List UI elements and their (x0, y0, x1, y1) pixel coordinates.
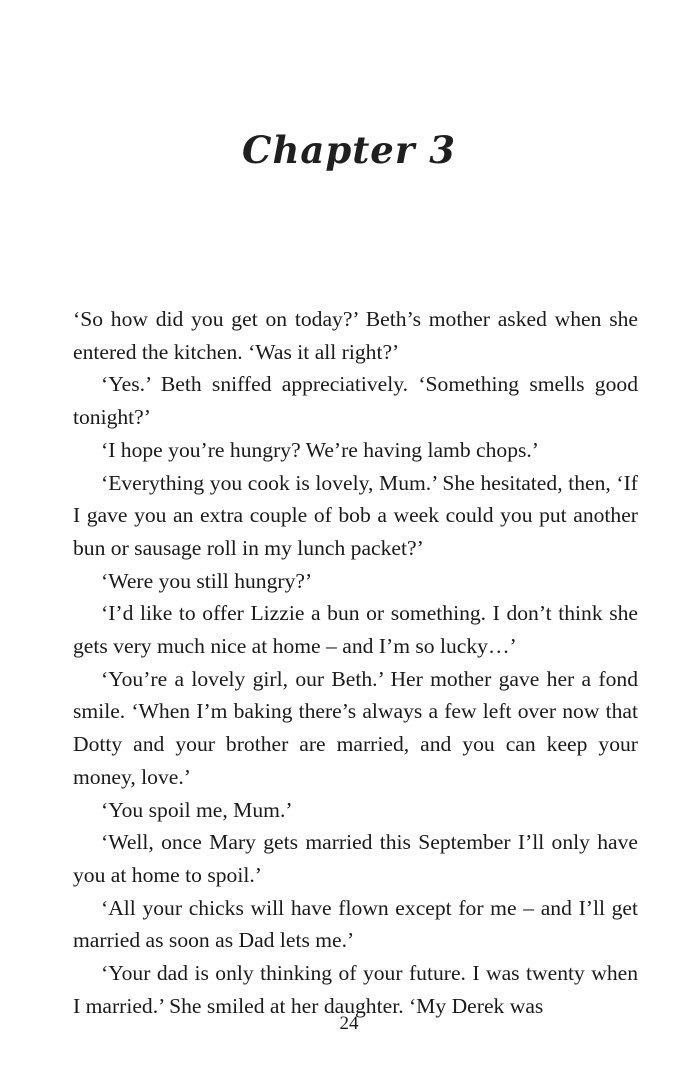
page-number: 24 (339, 1013, 359, 1034)
paragraph: ‘All your chicks will have flown except for me – and I’ll get married as soon as Dad lets me.’ (73, 895, 638, 953)
paragraph: ‘Well, once Mary gets married this September I’ll only have you at home to spoil.’ (73, 830, 638, 887)
paragraph: ‘I hope you’re hungry? We’re having lamb chops.’ (101, 437, 539, 462)
paragraph: ‘Yes.’ Beth sniffed appreciatively. ‘Something smells good tonight?’ (73, 372, 638, 430)
paragraph: ‘Your dad is only thinking of your future. I was twenty when I married.’ She smiled at her daughter. ‘My Derek was (73, 961, 638, 1018)
chapter-title: Chapter 3 (242, 128, 456, 172)
paragraph: ‘I’d like to offer Lizzie a bun or something. I don’t think she gets very much nice at home – and I’m so lucky…’ (73, 601, 638, 659)
paragraph: ‘Everything you cook is lovely, Mum.’ She hesitated, then, ‘If I gave you an extra couple of bob a week could you put another bun or sausage roll in my lunch packet?’ (73, 470, 638, 560)
paragraph: ‘You’re a lovely girl, our Beth.’ Her mother gave her a fond smile. ‘When I’m baking there’s always a few left over now that Dotty and your brother are married, and you can keep your money, love.’ (73, 666, 638, 789)
paragraph: ‘So how did you get on today?’ Beth’s mother asked when she entered the kitchen. ‘Was it all right?’ (73, 307, 638, 364)
paragraph: ‘Were you still hungry?’ (101, 568, 313, 593)
paragraph: ‘You spoil me, Mum.’ (101, 797, 293, 822)
body-text (73, 303, 638, 1022)
